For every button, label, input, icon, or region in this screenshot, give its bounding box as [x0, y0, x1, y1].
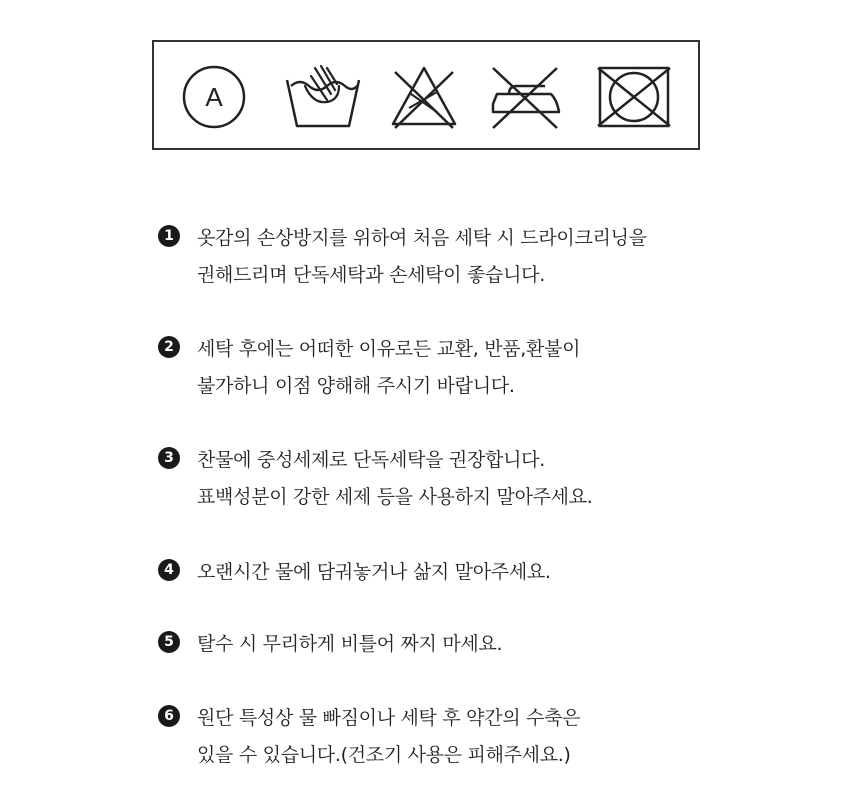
- note-number-badge: 5: [158, 631, 180, 653]
- dry-clean-letter: A: [205, 82, 223, 112]
- note-text: [197, 442, 593, 516]
- no-tumble-dry-icon: [594, 64, 674, 130]
- note-line: 옷감의 손상방지를 위하여 처음 세탁 시 드라이크리닝을: [197, 227, 647, 249]
- note-line: 탈수 시 무리하게 비틀어 짜지 마세요.: [197, 633, 503, 655]
- note-item-2: [158, 331, 580, 405]
- note-line: 원단 특성상 물 빠짐이나 세탁 후 약간의 수축은: [197, 707, 581, 729]
- note-item-6: [158, 700, 580, 774]
- note-number-badge: 4: [158, 559, 180, 581]
- note-text: [197, 626, 502, 663]
- note-number-badge: 6: [158, 705, 180, 727]
- note-line: 권해드리며 단독세탁과 손세탁이 좋습니다.: [197, 264, 545, 286]
- note-number-badge: 2: [158, 336, 180, 358]
- note-text: [197, 331, 580, 405]
- note-item-4: [158, 554, 551, 591]
- note-number-badge: 3: [158, 447, 180, 469]
- note-text: [197, 554, 551, 591]
- note-text: [197, 220, 647, 294]
- note-number-badge: 1: [158, 225, 180, 247]
- no-iron-icon: [487, 64, 563, 130]
- note-line: 표백성분이 강한 세제 등을 사용하지 말아주세요.: [197, 486, 593, 508]
- no-bleach-icon: [389, 64, 459, 130]
- note-line: 찬물에 중성세제로 단독세탁을 권장합니다.: [197, 449, 545, 471]
- note-text: [197, 700, 580, 774]
- note-line: 세탁 후에는 어떠한 이유로든 교환, 반품,환불이: [197, 338, 581, 360]
- care-symbols-box: [152, 40, 700, 150]
- note-line: 오랜시간 물에 담궈놓거나 삶지 말아주세요.: [197, 561, 551, 583]
- note-item-5: [158, 626, 502, 663]
- note-line: 불가하니 이점 양해해 주시기 바랍니다.: [197, 375, 515, 397]
- note-item-1: [158, 220, 647, 294]
- note-line: 있을 수 있습니다.(건조기 사용은 피해주세요.): [197, 744, 571, 766]
- note-item-3: [158, 442, 593, 516]
- dry-clean-a-icon: [181, 64, 247, 130]
- hand-wash-icon: [283, 64, 363, 130]
